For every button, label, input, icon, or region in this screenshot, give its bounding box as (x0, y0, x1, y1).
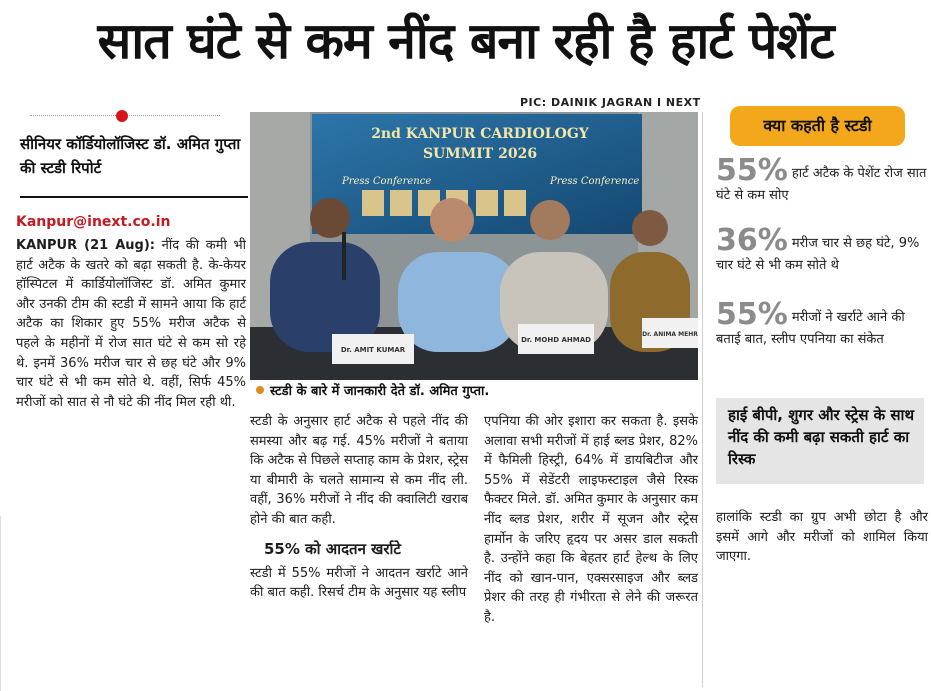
photo-caption-text: स्टडी के बारे में जानकारी देते डॉ. अमित गुप्ता. (270, 384, 490, 399)
nameplate-1-text: Dr. AMIT KUMAR (340, 346, 406, 354)
dateline: KANPUR (21 Aug): (16, 238, 155, 253)
stat-percent: 36% (716, 223, 788, 258)
subheadline: सीनियर कॉर्डियोलॉजिस्ट डॉ. अमित गुप्ता की स्टडी रिपोर्ट (20, 135, 241, 177)
banner-right-text: Press Conference (550, 176, 640, 187)
article-column-3: एपनिया की ओर इशारा कर सकता है. इसके अलावा सभी मरीजों में हाई ब्लड प्रेशर, 82% में फैमिली हिस्ट्री, 64% में डायबिटीज और 55% में सेडेंटरी लाइफस्टाइल जैसे रिस्क फैक्टर मिले. डॉ. अमित कुमार के अनुसार कम नींद ब्लड प्रेशर, शरीर में सूजन और स्ट्रेस हार्मोन के जरिए हृदय पर असर डाल सकती है. उन्होंने कहा कि बेहतर हार्ट हेल्थ के लिए नींद को खान-पान, एक्सरसाइज और ब्लड प्रेशर की तरह ही गंभीरता से लेने की जरूरत है. (484, 414, 698, 625)
column-separator (702, 112, 703, 687)
headline: सात घंटे से कम नींद बना रही है हार्ट पेशेंट (97, 12, 834, 70)
photo-caption (250, 380, 698, 404)
red-dot-icon (116, 110, 128, 122)
column-2-text-1: स्टडी के अनुसार हार्ट अटैक से पहले नींद की समस्या और बढ़ गई. 45% मरीजों ने बताया कि अटैक से पिछले सप्ताह काम के प्रेशर, स्ट्रेस या बीमारी के चलते सामान्य से कम नींद ली. वहीं, 36% मरीजों ने नींद की क्वालिटी खराब होने की बात कही. (250, 414, 469, 527)
highlight-text: हाई बीपी, शुगर और स्ट्रेस के साथ नींद की कमी बढ़ा सकती हार्ट का रिस्क (728, 406, 915, 468)
banner-line-2: SUMMIT 2026 (422, 146, 538, 162)
article-column-1 (16, 236, 246, 412)
column-1-text: नींद की कमी भी हार्ट अटैक के खतरे को बढ़ा सकती है. के-केयर हॉस्पिटल में कार्डियोलॉजिस्ट डॉ. अमित कुमार और उनकी टीम की स्टडी में सामने आया कि हार्ट अटैक का शिकार हुए 55% मरीज अटैक से पहले के महीनों में रोज सात घंटे से कम सो रहे थे. इनमें 36% मरीज चार से छह घंटे और 9% चार घंटे से भी कम सोते थे. वहीं, सिर्फ 45% मरीजों को सात से नौ घंटे की नींद मिल रही थी. (16, 238, 246, 410)
stat-item (716, 223, 928, 276)
bullet-icon (256, 386, 264, 394)
sidebar-title: क्या कहती है स्टडी (730, 106, 905, 146)
nameplate-2-text: Dr. MOHD AHMAD (521, 336, 591, 344)
subheadline-rule (20, 196, 248, 198)
stat-text: हार्ट अटैक के पेशेंट रोज सात घंटे से कम सोए (716, 166, 927, 203)
stat-percent: 55% (716, 153, 788, 188)
stat-item (716, 297, 928, 350)
column-2-subhead: 55% को आदतन खर्राटे (264, 539, 401, 558)
nameplate-3-text: Dr. ANIMA MEHR (642, 331, 698, 338)
stat-text: मरीज चार से छह घंटे, 9% चार घंटे से भी कम सोते थे (716, 236, 920, 273)
stat-item (716, 153, 928, 206)
photo-illustration (250, 112, 698, 402)
photo-credit: PIC: DAINIK JAGRAN I NEXT (520, 96, 701, 109)
column-2-text-2: स्टडी में 55% मरीजों ने आदतन खर्राटे आने की बात कही. रिसर्च टीम के अनुसार यह स्लीप (250, 565, 468, 601)
page-edge (0, 516, 4, 691)
article-column-2 (250, 412, 468, 603)
sidebar-note: हालांकि स्टडी का ग्रुप अभी छोटा है और इसमें आगे और मरीजों को शामिल किया जाएगा. (716, 510, 928, 565)
banner-left-text: Press Conference (342, 176, 432, 187)
banner-line-1: 2nd KANPUR CARDIOLOGY (371, 126, 589, 142)
press-conference-photo (250, 112, 698, 402)
stat-percent: 55% (716, 297, 788, 332)
stat-text: मरीजों ने खर्राटे आने की बताई बात, स्लीप एपनिया का संकेत (716, 310, 905, 347)
reporter-email[interactable]: Kanpur@inext.co.in (16, 214, 171, 230)
